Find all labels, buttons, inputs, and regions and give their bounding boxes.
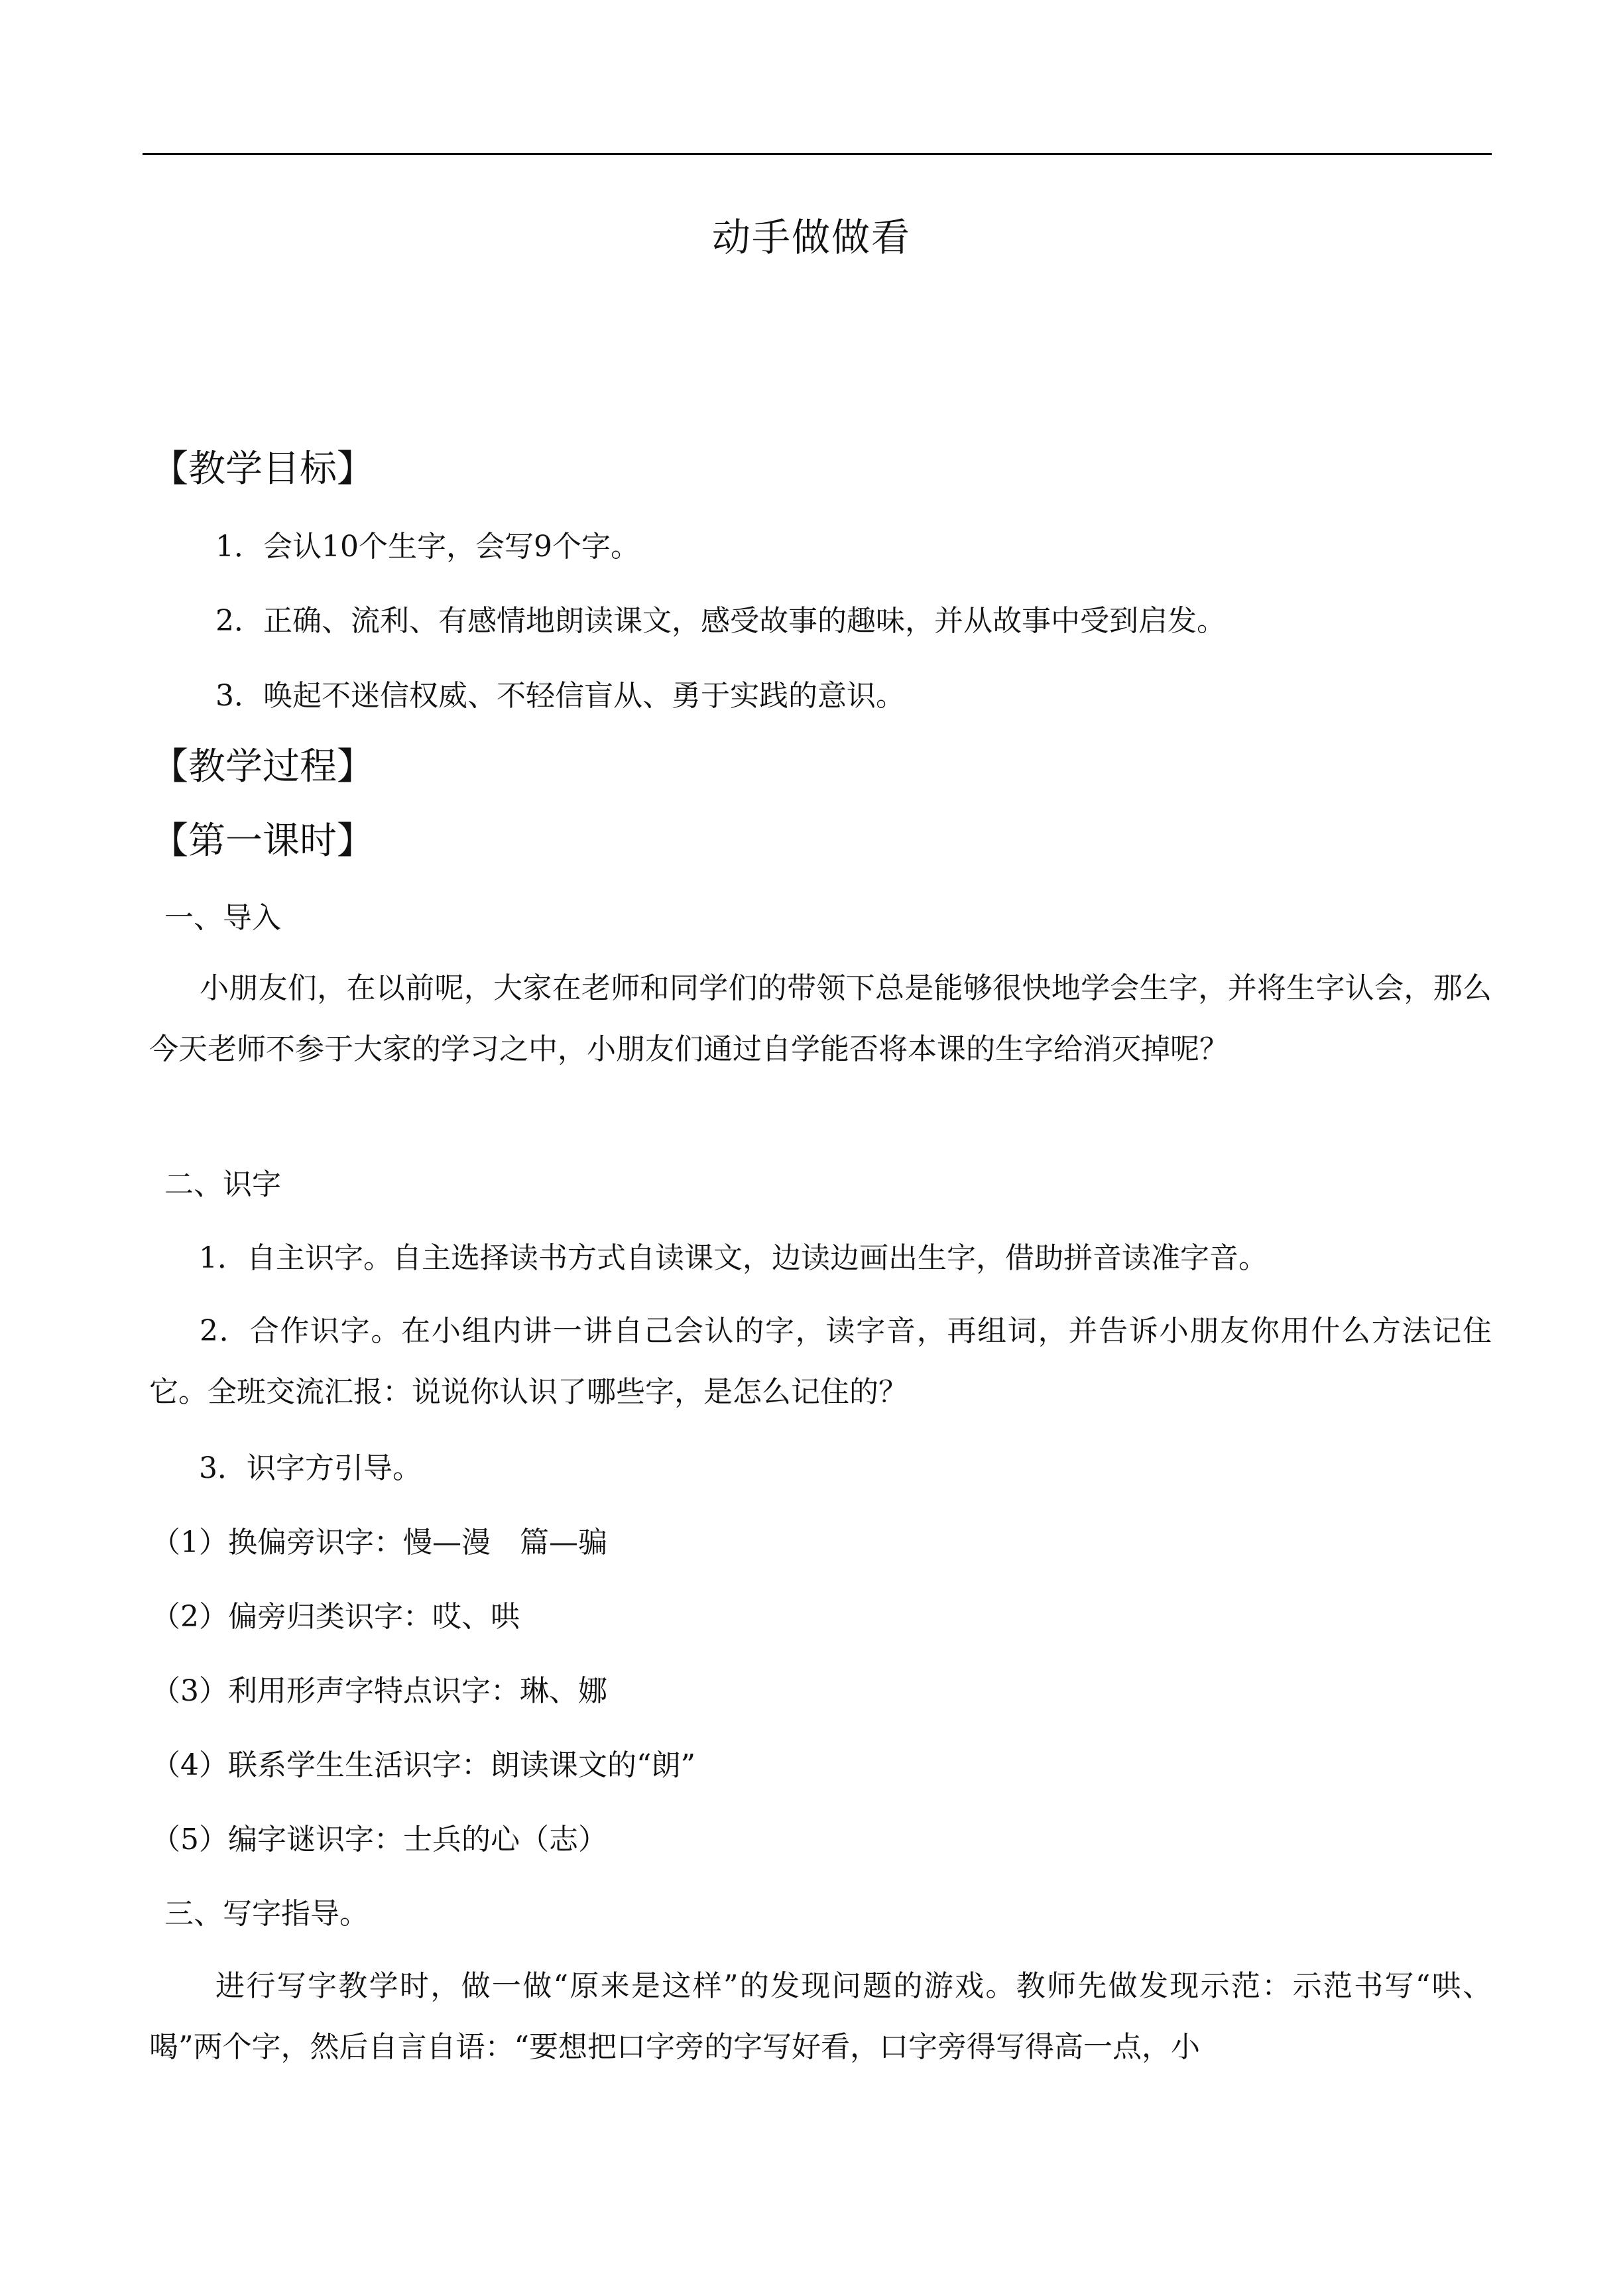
- document-title: 动手做做看: [711, 215, 911, 260]
- process-heading: 【教学过程】: [151, 745, 374, 788]
- goals-heading: 【教学目标】: [151, 448, 374, 491]
- method-item-4: （4）联系学生生活识字：朗读课文的“朗”: [151, 1748, 695, 1782]
- part1-paragraph: 小朋友们，在以前呢，大家在老师和同学们的带领下总是能够很快地学会生字，并将生字认会，那么今天老师不参于大家的学习之中，小朋友们通过自学能否将本课的生字给消灭掉呢？: [149, 971, 1492, 1066]
- method-item-1: （1）换偏旁识字：慢—漫 篇—骗: [151, 1526, 607, 1559]
- method-item-3: （3）利用形声字特点识字：琳、娜: [151, 1674, 607, 1708]
- part3-heading: 三、写字指导。: [164, 1897, 369, 1931]
- part2-item-1: 1．自主识字。自主选择读书方式自读课文，边读边画出生字，借助拼音读准字音。: [199, 1241, 1268, 1275]
- header-rule: [143, 153, 1492, 155]
- goal-item-1: 1．会认10个生字，会写9个字。: [215, 530, 640, 564]
- part2-heading: 二、识字: [164, 1168, 281, 1201]
- lesson-heading: 【第一课时】: [151, 819, 374, 863]
- goal-item-2: 2．正确、流利、有感情地朗读课文，感受故事的趣味，并从故事中受到启发。: [215, 604, 1226, 638]
- part2-item-3: 3．识字方引导。: [199, 1451, 422, 1485]
- part2-item-2: 2．合作识字。在小组内讲一讲自己会认的字，读字音，再组词，并告诉小朋友你用什么方法记住它。全班交流汇报：说说你认识了哪些字，是怎么记住的？: [149, 1314, 1492, 1409]
- part3-paragraph: 进行写字教学时，做一做“原来是这样”的发现问题的游戏。教师先做发现示范：示范书写“哄、喝”两个字，然后自言自语：“要想把口字旁的字写好看，口字旁得写得高一点，小: [149, 1969, 1492, 2064]
- method-item-2: （2）偏旁归类识字：哎、哄: [151, 1600, 520, 1634]
- goal-item-3: 3．唤起不迷信权威、不轻信盲从、勇于实践的意识。: [215, 679, 905, 713]
- part1-heading: 一、导入: [164, 901, 281, 935]
- method-item-5: （5）编字谜识字：士兵的心（志）: [151, 1823, 607, 1856]
